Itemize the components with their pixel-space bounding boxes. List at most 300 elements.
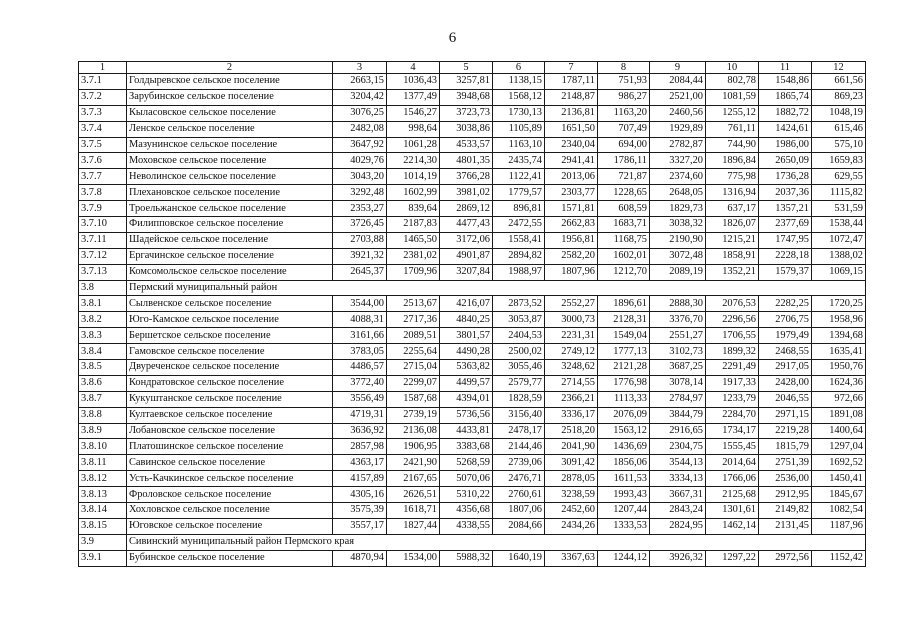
value-cell: 3981,02: [440, 185, 493, 201]
row-code: 3.7.2: [79, 89, 127, 105]
value-cell: 4477,43: [440, 217, 493, 233]
value-cell: 1163,20: [598, 105, 650, 121]
value-cell: 575,10: [812, 137, 866, 153]
value-cell: 2824,95: [650, 518, 706, 534]
value-cell: 2941,41: [545, 153, 598, 169]
value-cell: 3204,42: [333, 89, 387, 105]
value-cell: 2121,28: [598, 360, 650, 376]
value-cell: 3636,92: [333, 423, 387, 439]
value-cell: 2650,09: [759, 153, 812, 169]
value-cell: 5988,32: [440, 550, 493, 566]
value-cell: 1215,21: [706, 232, 759, 248]
value-cell: 694,00: [598, 137, 650, 153]
value-cell: 1602,99: [387, 185, 440, 201]
table-row: [79, 248, 866, 264]
value-cell: 1815,79: [759, 439, 812, 455]
value-cell: 1014,19: [387, 169, 440, 185]
value-cell: 1069,15: [812, 264, 866, 280]
column-header: 11: [759, 62, 812, 74]
value-cell: 2972,56: [759, 550, 812, 566]
value-cell: 3726,45: [333, 217, 387, 233]
value-cell: 2125,68: [706, 487, 759, 503]
value-cell: 2482,08: [333, 121, 387, 137]
settlement-name: Савинское сельское поселение: [127, 455, 333, 471]
value-cell: 2148,87: [545, 89, 598, 105]
value-cell: 1333,53: [598, 518, 650, 534]
value-cell: 1436,69: [598, 439, 650, 455]
value-cell: 2476,71: [493, 471, 545, 487]
value-cell: 2144,46: [493, 439, 545, 455]
row-code: 3.8.1: [79, 296, 127, 312]
table-row: [79, 296, 866, 312]
row-code: 3.7.1: [79, 74, 127, 90]
value-cell: 2714,55: [545, 375, 598, 391]
settlement-name: Филипповское сельское поселение: [127, 217, 333, 233]
row-code: 3.7.5: [79, 137, 127, 153]
settlement-name: Платошинское сельское поселение: [127, 439, 333, 455]
row-code: 3.8.8: [79, 407, 127, 423]
value-cell: 1400,64: [812, 423, 866, 439]
value-cell: 2190,90: [650, 232, 706, 248]
value-cell: 1827,44: [387, 518, 440, 534]
value-cell: 1958,96: [812, 312, 866, 328]
table-row: [79, 328, 866, 344]
table-row: [79, 89, 866, 105]
value-cell: 1534,00: [387, 550, 440, 566]
value-cell: 615,46: [812, 121, 866, 137]
value-cell: 2219,28: [759, 423, 812, 439]
value-cell: 1563,12: [598, 423, 650, 439]
value-cell: 2843,24: [650, 503, 706, 519]
value-cell: 2421,90: [387, 455, 440, 471]
value-cell: 2579,77: [493, 375, 545, 391]
value-cell: 2014,64: [706, 455, 759, 471]
value-cell: 4029,76: [333, 153, 387, 169]
settlement-name: Юго-Камское сельское поселение: [127, 312, 333, 328]
table-row: [79, 232, 866, 248]
value-cell: 1061,28: [387, 137, 440, 153]
value-cell: 2478,17: [493, 423, 545, 439]
value-cell: 4433,81: [440, 423, 493, 439]
value-cell: 1776,98: [598, 375, 650, 391]
value-cell: 3334,13: [650, 471, 706, 487]
value-cell: 2582,20: [545, 248, 598, 264]
value-cell: 3844,79: [650, 407, 706, 423]
value-cell: 3948,68: [440, 89, 493, 105]
value-cell: 3575,39: [333, 503, 387, 519]
value-cell: 2626,51: [387, 487, 440, 503]
table-row: [79, 360, 866, 376]
settlement-name: Неволинское сельское поселение: [127, 169, 333, 185]
value-cell: 4486,57: [333, 360, 387, 376]
value-cell: 1865,74: [759, 89, 812, 105]
value-cell: 1255,12: [706, 105, 759, 121]
value-cell: 2374,60: [650, 169, 706, 185]
value-cell: 2648,05: [650, 185, 706, 201]
value-cell: 3783,05: [333, 344, 387, 360]
value-cell: 4394,01: [440, 391, 493, 407]
row-code: 3.9: [79, 534, 127, 550]
value-cell: 2366,21: [545, 391, 598, 407]
row-code: 3.9.1: [79, 550, 127, 566]
settlement-name: Бершетское сельское поселение: [127, 328, 333, 344]
value-cell: 4870,94: [333, 550, 387, 566]
value-cell: 5268,59: [440, 455, 493, 471]
value-cell: 2076,09: [598, 407, 650, 423]
value-cell: 3367,63: [545, 550, 598, 566]
value-cell: 3257,81: [440, 74, 493, 90]
value-cell: 1587,68: [387, 391, 440, 407]
value-cell: 3161,66: [333, 328, 387, 344]
value-cell: 802,78: [706, 74, 759, 90]
value-cell: 3921,32: [333, 248, 387, 264]
row-code: 3.8.10: [79, 439, 127, 455]
value-cell: 1316,94: [706, 185, 759, 201]
value-cell: 1779,57: [493, 185, 545, 201]
table-row: [79, 185, 866, 201]
value-cell: 2717,36: [387, 312, 440, 328]
settlement-name: Ленское сельское поселение: [127, 121, 333, 137]
value-cell: 2041,90: [545, 439, 598, 455]
row-code: 3.8.14: [79, 503, 127, 519]
value-cell: 986,27: [598, 89, 650, 105]
row-code: 3.8.6: [79, 375, 127, 391]
settlement-name: Усть-Качкинское сельское поселение: [127, 471, 333, 487]
value-cell: 1807,96: [545, 264, 598, 280]
value-cell: 1138,15: [493, 74, 545, 90]
value-cell: 4305,16: [333, 487, 387, 503]
value-cell: 1882,72: [759, 105, 812, 121]
value-cell: 2782,87: [650, 137, 706, 153]
value-cell: 2076,53: [706, 296, 759, 312]
value-cell: 2460,56: [650, 105, 706, 121]
value-cell: 972,66: [812, 391, 866, 407]
table-row: [79, 487, 866, 503]
value-cell: 839,64: [387, 201, 440, 217]
value-cell: 4356,68: [440, 503, 493, 519]
value-cell: 1651,50: [545, 121, 598, 137]
value-cell: 2089,51: [387, 328, 440, 344]
value-cell: 2751,39: [759, 455, 812, 471]
value-cell: 2149,82: [759, 503, 812, 519]
table-row: [79, 423, 866, 439]
value-cell: 4719,31: [333, 407, 387, 423]
row-code: 3.8.15: [79, 518, 127, 534]
value-cell: 2299,07: [387, 375, 440, 391]
value-cell: 1105,89: [493, 121, 545, 137]
value-cell: 1635,41: [812, 344, 866, 360]
value-cell: 1122,41: [493, 169, 545, 185]
row-code: 3.7.7: [79, 169, 127, 185]
table-row: [79, 105, 866, 121]
row-code: 3.8.5: [79, 360, 127, 376]
value-cell: 1301,61: [706, 503, 759, 519]
settlement-name: Шадейское сельское поселение: [127, 232, 333, 248]
row-code: 3.8: [79, 280, 127, 296]
value-cell: 629,55: [812, 169, 866, 185]
value-cell: 2468,55: [759, 344, 812, 360]
value-cell: 1207,44: [598, 503, 650, 519]
value-cell: 1048,19: [812, 105, 866, 121]
value-cell: 998,64: [387, 121, 440, 137]
value-cell: 1659,83: [812, 153, 866, 169]
value-cell: 1828,59: [493, 391, 545, 407]
value-cell: 661,56: [812, 74, 866, 90]
table-row: [79, 375, 866, 391]
settlement-name: Комсомольское сельское поселение: [127, 264, 333, 280]
value-cell: 3091,42: [545, 455, 598, 471]
value-cell: 2282,25: [759, 296, 812, 312]
value-cell: 3336,17: [545, 407, 598, 423]
value-cell: 1228,65: [598, 185, 650, 201]
page-number: 6: [448, 30, 457, 46]
table-row: [79, 550, 866, 566]
value-cell: 1720,25: [812, 296, 866, 312]
value-cell: 1692,52: [812, 455, 866, 471]
row-code: 3.7.3: [79, 105, 127, 121]
table-row: [79, 264, 866, 280]
value-cell: 3723,73: [440, 105, 493, 121]
value-cell: 2888,30: [650, 296, 706, 312]
value-cell: 1829,73: [650, 201, 706, 217]
value-cell: 3055,46: [493, 360, 545, 376]
value-cell: 4216,07: [440, 296, 493, 312]
value-cell: 1787,11: [545, 74, 598, 90]
column-header: 2: [127, 62, 333, 74]
value-cell: 1979,49: [759, 328, 812, 344]
row-code: 3.8.2: [79, 312, 127, 328]
settlement-name: Голдыревское сельское поселение: [127, 74, 333, 90]
value-cell: 1549,04: [598, 328, 650, 344]
value-cell: 1709,96: [387, 264, 440, 280]
value-cell: 3043,20: [333, 169, 387, 185]
value-cell: 3687,25: [650, 360, 706, 376]
value-cell: 2513,67: [387, 296, 440, 312]
value-cell: 2435,74: [493, 153, 545, 169]
value-cell: 2084,66: [493, 518, 545, 534]
value-cell: 1602,01: [598, 248, 650, 264]
value-cell: 3038,32: [650, 217, 706, 233]
value-cell: 3327,20: [650, 153, 706, 169]
value-cell: 1187,96: [812, 518, 866, 534]
value-cell: 3801,57: [440, 328, 493, 344]
value-cell: 761,11: [706, 121, 759, 137]
row-code: 3.7.11: [79, 232, 127, 248]
value-cell: 1845,67: [812, 487, 866, 503]
value-cell: 4338,55: [440, 518, 493, 534]
column-header: 9: [650, 62, 706, 74]
value-cell: 2518,20: [545, 423, 598, 439]
value-cell: 2128,31: [598, 312, 650, 328]
column-header: 7: [545, 62, 598, 74]
value-cell: 1115,82: [812, 185, 866, 201]
value-cell: 1747,95: [759, 232, 812, 248]
value-cell: 2404,53: [493, 328, 545, 344]
value-cell: 1906,95: [387, 439, 440, 455]
value-cell: 3102,73: [650, 344, 706, 360]
value-cell: 1377,49: [387, 89, 440, 105]
value-cell: 1683,71: [598, 217, 650, 233]
row-code: 3.8.13: [79, 487, 127, 503]
value-cell: 2136,08: [387, 423, 440, 439]
value-cell: 1244,12: [598, 550, 650, 566]
value-cell: 2089,19: [650, 264, 706, 280]
value-cell: 637,17: [706, 201, 759, 217]
value-cell: 2760,61: [493, 487, 545, 503]
value-cell: 5736,56: [440, 407, 493, 423]
value-cell: 3207,84: [440, 264, 493, 280]
value-cell: 3926,32: [650, 550, 706, 566]
row-code: 3.8.3: [79, 328, 127, 344]
value-cell: 1766,06: [706, 471, 759, 487]
section-title: Сивинский муниципальный район Пермского края: [127, 534, 866, 550]
value-cell: 1424,61: [759, 121, 812, 137]
value-cell: 608,59: [598, 201, 650, 217]
column-header: 6: [493, 62, 545, 74]
value-cell: 2291,49: [706, 360, 759, 376]
column-header: 8: [598, 62, 650, 74]
value-cell: 2231,31: [545, 328, 598, 344]
value-cell: 3667,31: [650, 487, 706, 503]
value-cell: 1352,21: [706, 264, 759, 280]
value-cell: 3544,13: [650, 455, 706, 471]
value-cell: 1212,70: [598, 264, 650, 280]
settlement-name: Юговское сельское поселение: [127, 518, 333, 534]
value-cell: 2552,27: [545, 296, 598, 312]
row-code: 3.8.12: [79, 471, 127, 487]
table-row: [79, 312, 866, 328]
settlement-name: Култаевское сельское поселение: [127, 407, 333, 423]
value-cell: 2303,77: [545, 185, 598, 201]
value-cell: 2916,65: [650, 423, 706, 439]
table-row: [79, 455, 866, 471]
value-cell: 1394,68: [812, 328, 866, 344]
table-row: [79, 407, 866, 423]
table-row: [79, 137, 866, 153]
value-cell: 3376,70: [650, 312, 706, 328]
value-cell: 1734,17: [706, 423, 759, 439]
settlement-name: Мазунинское сельское поселение: [127, 137, 333, 153]
value-cell: 1152,42: [812, 550, 866, 566]
value-cell: 1856,06: [598, 455, 650, 471]
value-cell: 4901,87: [440, 248, 493, 264]
settlement-name: Хохловское сельское поселение: [127, 503, 333, 519]
value-cell: 1956,81: [545, 232, 598, 248]
value-cell: 4499,57: [440, 375, 493, 391]
value-cell: 2663,15: [333, 74, 387, 90]
value-cell: 5070,06: [440, 471, 493, 487]
settlement-name: Моховское сельское поселение: [127, 153, 333, 169]
value-cell: 2521,00: [650, 89, 706, 105]
value-cell: 2703,88: [333, 232, 387, 248]
table-row: [79, 518, 866, 534]
table-row: [79, 439, 866, 455]
value-cell: 2428,00: [759, 375, 812, 391]
value-cell: 1929,89: [650, 121, 706, 137]
value-cell: 1988,97: [493, 264, 545, 280]
column-header: 12: [812, 62, 866, 74]
value-cell: 2645,37: [333, 264, 387, 280]
section-row: [79, 534, 866, 550]
value-cell: 2255,64: [387, 344, 440, 360]
settlement-name: Бубинское сельское поселение: [127, 550, 333, 566]
value-cell: 5363,82: [440, 360, 493, 376]
value-cell: 2739,19: [387, 407, 440, 423]
value-cell: 2167,65: [387, 471, 440, 487]
value-cell: 2131,45: [759, 518, 812, 534]
value-cell: 1233,79: [706, 391, 759, 407]
column-header: 4: [387, 62, 440, 74]
value-cell: 3292,48: [333, 185, 387, 201]
value-cell: 2013,06: [545, 169, 598, 185]
tariff-table: [78, 61, 866, 567]
table-row: [79, 153, 866, 169]
table-row: [79, 391, 866, 407]
value-cell: 4157,89: [333, 471, 387, 487]
value-cell: 3556,49: [333, 391, 387, 407]
value-cell: 3647,92: [333, 137, 387, 153]
value-cell: 1640,19: [493, 550, 545, 566]
value-cell: 1777,13: [598, 344, 650, 360]
table-row: [79, 169, 866, 185]
value-cell: 1579,37: [759, 264, 812, 280]
value-cell: 1858,91: [706, 248, 759, 264]
row-code: 3.7.8: [79, 185, 127, 201]
value-cell: 2536,00: [759, 471, 812, 487]
value-cell: 1465,50: [387, 232, 440, 248]
value-cell: 1706,55: [706, 328, 759, 344]
row-code: 3.7.4: [79, 121, 127, 137]
value-cell: 2500,02: [493, 344, 545, 360]
value-cell: 2353,27: [333, 201, 387, 217]
column-header: 1: [79, 62, 127, 74]
value-cell: 2187,83: [387, 217, 440, 233]
table-row: [79, 201, 866, 217]
value-cell: 1568,12: [493, 89, 545, 105]
value-cell: 2136,81: [545, 105, 598, 121]
value-cell: 1896,84: [706, 153, 759, 169]
value-cell: 2084,44: [650, 74, 706, 90]
value-cell: 1555,45: [706, 439, 759, 455]
table-body: [79, 74, 866, 567]
value-cell: 1826,07: [706, 217, 759, 233]
value-cell: 2749,12: [545, 344, 598, 360]
value-cell: 4533,57: [440, 137, 493, 153]
value-cell: 1036,43: [387, 74, 440, 90]
value-cell: 3544,00: [333, 296, 387, 312]
column-header: 5: [440, 62, 493, 74]
value-cell: 3248,62: [545, 360, 598, 376]
value-cell: 1571,81: [545, 201, 598, 217]
row-code: 3.8.7: [79, 391, 127, 407]
value-cell: 1548,86: [759, 74, 812, 90]
value-cell: 3053,87: [493, 312, 545, 328]
value-cell: 2377,69: [759, 217, 812, 233]
table-row: [79, 74, 866, 90]
settlement-name: Двуреченское сельское поселение: [127, 360, 333, 376]
value-cell: 2296,56: [706, 312, 759, 328]
settlement-name: Фроловское сельское поселение: [127, 487, 333, 503]
value-cell: 2551,27: [650, 328, 706, 344]
value-cell: 3076,25: [333, 105, 387, 121]
value-cell: 2214,30: [387, 153, 440, 169]
value-cell: 1462,14: [706, 518, 759, 534]
value-cell: 1891,08: [812, 407, 866, 423]
value-cell: 2037,36: [759, 185, 812, 201]
value-cell: 1896,61: [598, 296, 650, 312]
value-cell: 2340,04: [545, 137, 598, 153]
row-code: 3.8.11: [79, 455, 127, 471]
